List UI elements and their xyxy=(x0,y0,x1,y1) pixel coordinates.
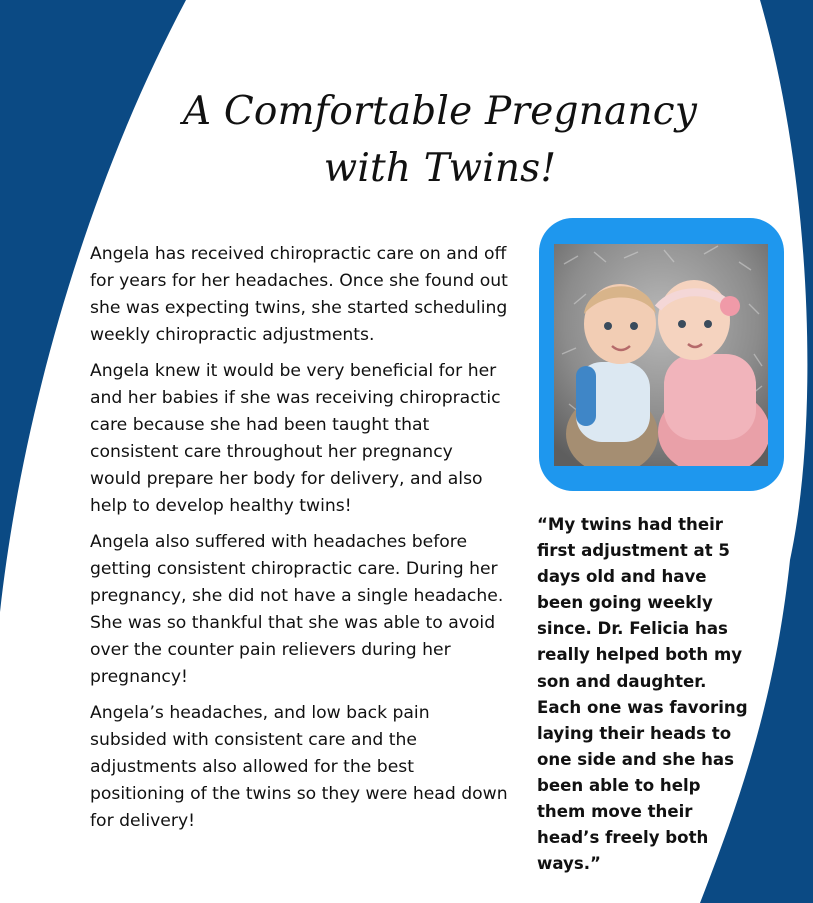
photo-frame xyxy=(539,218,784,491)
testimonial-quote: “My twins had their first adjustment at 5 days old and have been going weekly since. Dr. Felicia has really helped both my son and daughter. Each one was favoring laying their heads to one side and she has been able to help them move their head’s freely both ways.” xyxy=(537,515,748,874)
story-paragraph-2: Angela knew it would be very beneficial for her and her babies if she was receiving chiropractic care because she had been taught that consistent care throughout her pregnancy would prepare her body for delivery, and also help to develop healthy twins! xyxy=(90,361,501,516)
story-paragraph-1: Angela has received chiropractic care on and off for years for her headaches. Once she found out she was expecting twins, she started scheduling weekly chiropractic adjustments. xyxy=(90,244,508,345)
title-line-2: with Twins! xyxy=(323,146,557,191)
title-line-1: A Comfortable Pregnancy xyxy=(182,89,698,134)
story-text xyxy=(90,241,508,844)
page-title xyxy=(130,83,750,197)
story-paragraph-4: Angela’s headaches, and low back pain subsided with consistent care and the adjustments also allowed for the best positioning of the twins so they were head down for delivery! xyxy=(90,703,508,831)
story-paragraph-3: Angela also suffered with headaches before getting consistent chiropractic care. During her pregnancy, she did not have a single headache. She was so thankful that she was able to avoid over the counter pain relievers during her pregnancy! xyxy=(90,532,504,687)
twins-photo xyxy=(554,244,768,466)
